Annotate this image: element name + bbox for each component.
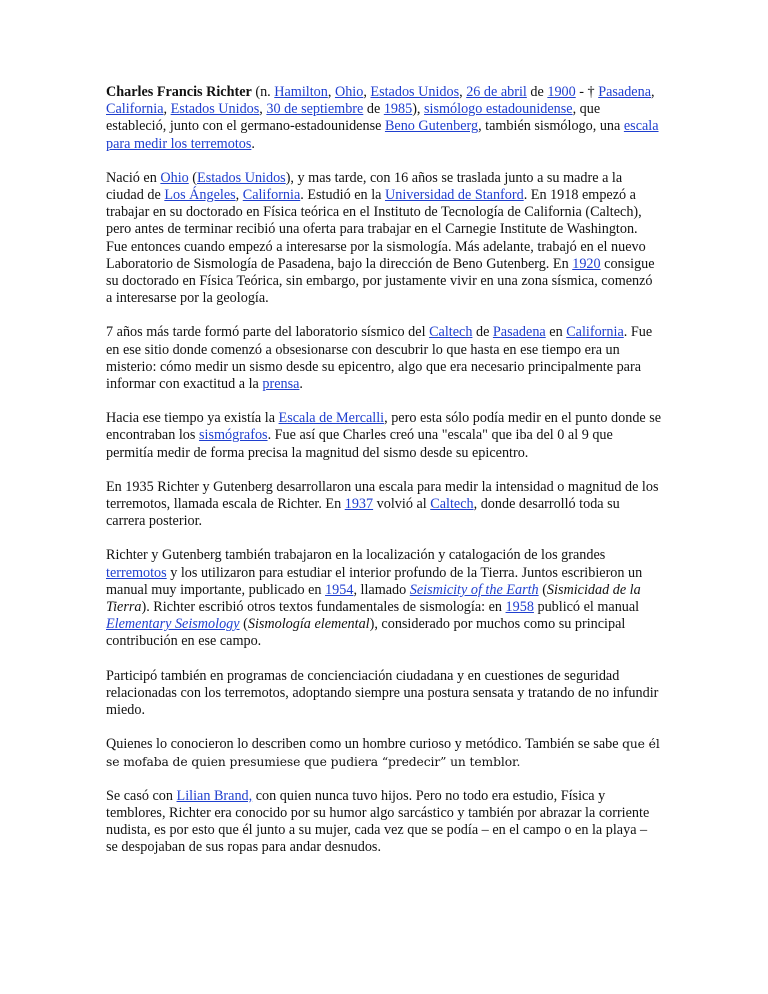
paragraph-civic: Participó también en programas de concienciación ciudadana y en cuestiones de seguridad relacionadas con los terremotos, adoptando siempre una postura sensata y tratando de no infundir miedo.	[106, 667, 659, 719]
paragraph-publications: Richter y Gutenberg también trabajaron en la localización y catalogación de los grandes terremotos y los utilizaron para estudiar el interior profundo de la Tierra. Juntos escribieron un manual muy importante, publicado en 1954, llamado Seismicity of the Earth (Sismicidad de la Tierra). Richter escribió otros textos fundamentales de sismología: en 1958 publicó el manual Elementary Seismology (Sismología elemental), considerado por muchos como su principal contribución en ese campo.	[106, 547, 643, 650]
title-sismicidad: Sismicidad de la Tierra	[106, 581, 641, 616]
link-pasadena[interactable]: Pasadena	[598, 84, 651, 100]
link-california-2[interactable]: California	[242, 187, 301, 204]
paragraph-personality: Quienes lo conocieron lo describen como un hombre curioso y metódico. También se sabe que él se mofaba de quien presumiese que pudiera “predecir” un temblor.	[106, 736, 660, 769]
link-1937[interactable]: 1937	[344, 496, 374, 513]
paragraph-caltech: 7 años más tarde formó parte del laboratorio sísmico del Caltech de Pasadena en California. Fue en ese sitio donde comenzó a obsesionarse con descubrir lo que hasta en ese tiempo era un misterio: cómo medir un sismo desde su epicentro, algo que era necesario principalmente para informar con exactitud a la prensa.	[106, 324, 653, 393]
link-prensa[interactable]: prensa	[262, 376, 300, 393]
paragraph-richter-scale: En 1935 Richter y Gutenberg desarrollaron una escala para medir la intensidad o magnitud de los terremotos, llamada escala de Richter. En 1937 volvió al Caltech, donde desarrolló toda su carrera posterior.	[106, 478, 659, 530]
link-pasadena-2[interactable]: Pasadena	[492, 324, 546, 341]
link-caltech[interactable]: Caltech	[429, 324, 473, 341]
link-1900[interactable]: 1900	[547, 84, 576, 100]
link-1985[interactable]: 1985	[383, 101, 413, 118]
link-ohio-2[interactable]: Ohio	[160, 169, 189, 186]
link-estados-unidos[interactable]: Estados Unidos	[370, 84, 460, 100]
link-california[interactable]: California	[106, 101, 164, 118]
link-sismologo[interactable]: sismólogo estadounidense	[424, 101, 573, 118]
link-california-3[interactable]: California	[566, 324, 624, 341]
link-los-angeles[interactable]: Los Ángeles	[164, 187, 236, 204]
link-caltech-2[interactable]: Caltech	[430, 496, 474, 513]
link-beno-gutenberg[interactable]: Beno Gutenberg	[384, 118, 479, 135]
link-sismografos[interactable]: sismógrafos	[198, 427, 268, 444]
link-1920[interactable]: 1920	[572, 255, 601, 272]
document-page	[106, 84, 662, 874]
link-escala-terremotos[interactable]: escala para medir los terremotos	[106, 118, 659, 152]
link-universidad-stanford[interactable]: Universidad de Stanford	[384, 187, 524, 204]
link-1954[interactable]: 1954	[325, 581, 354, 598]
link-1958[interactable]: 1958	[505, 599, 534, 616]
link-terremotos[interactable]: terremotos	[106, 564, 167, 581]
sentence-predecir: que él se mofaba de quien presumiese que pudiera “predecir” un temblor.	[106, 737, 660, 769]
title-sismologia-elemental: Sismología elemental	[247, 616, 370, 633]
paragraph-personal-life: Se casó con Lilian Brand, con quien nunca tuvo hijos. Pero no todo era estudio, Física y temblores, Richter era conocido por su humor algo sarcástico y también por abrazar la corriente nudista, es por esto que él junto a su mujer, cada vez que se podía – en el campo o en la playa – se despojaban de sus ropas para andar desnudos.	[106, 787, 650, 856]
subject-name: Charles Francis Richter	[106, 84, 252, 100]
link-lilian-brand[interactable]: Lilian Brand,	[176, 787, 253, 804]
link-hamilton[interactable]: Hamilton	[274, 84, 328, 100]
link-elementary-seismology[interactable]: Elementary Seismology	[106, 616, 240, 633]
link-estados-unidos-3[interactable]: Estados Unidos	[197, 169, 286, 186]
link-26-de-abril[interactable]: 26 de abril	[466, 84, 527, 100]
link-30-de-septiembre[interactable]: 30 de septiembre	[266, 101, 364, 118]
paragraph-intro: Charles Francis Richter (n. Hamilton, Ohio, Estados Unidos, 26 de abril de 1900 - † Pasadena, California, Estados Unidos, 30 de septiembre de 1985), sismólogo estadounidense, que estableció, junto con el germano-estadounidense Beno Gutenberg, también sismólogo, una escala para medir los terremotos.	[106, 84, 659, 152]
link-ohio[interactable]: Ohio	[334, 84, 364, 100]
link-escala-mercalli[interactable]: Escala de Mercalli	[278, 410, 385, 427]
paragraph-early-life: Nació en Ohio (Estados Unidos), y mas tarde, con 16 años se traslada junto a su madre a la ciudad de Los Ángeles, California. Estudió en la Universidad de Stanford. En 1918 empezó a trabajar en su doctorado en Física teórica en el Instituto de Tecnología de California (Caltech), pero antes de terminar recibió una oferta para trabajar en el Carnegie Institute de Washington. Fue entonces cuando empezó a interesarse por la sismología. Más adelante, trabajó en el nuevo Laboratorio de Sismología de Pasadena, bajo la dirección de Beno Gutenberg. En 1920 consigue su doctorado en Física Teórica, sin embargo, por justamente vivir en una zona sísmica, comenzó a interesarse por la geología.	[106, 169, 655, 307]
paragraph-mercalli: Hacia ese tiempo ya existía la Escala de Mercalli, pero esta sólo podía medir en el punto donde se encontraban los sismógrafos. Fue así que Charles creó una "escala" que iba del 0 al 9 que permitía medir de forma precisa la magnitud del sismo desde su epicentro.	[106, 410, 662, 461]
link-seismicity-of-the-earth[interactable]: Seismicity of the Earth	[409, 581, 539, 598]
link-estados-unidos-2[interactable]: Estados Unidos	[170, 101, 260, 118]
